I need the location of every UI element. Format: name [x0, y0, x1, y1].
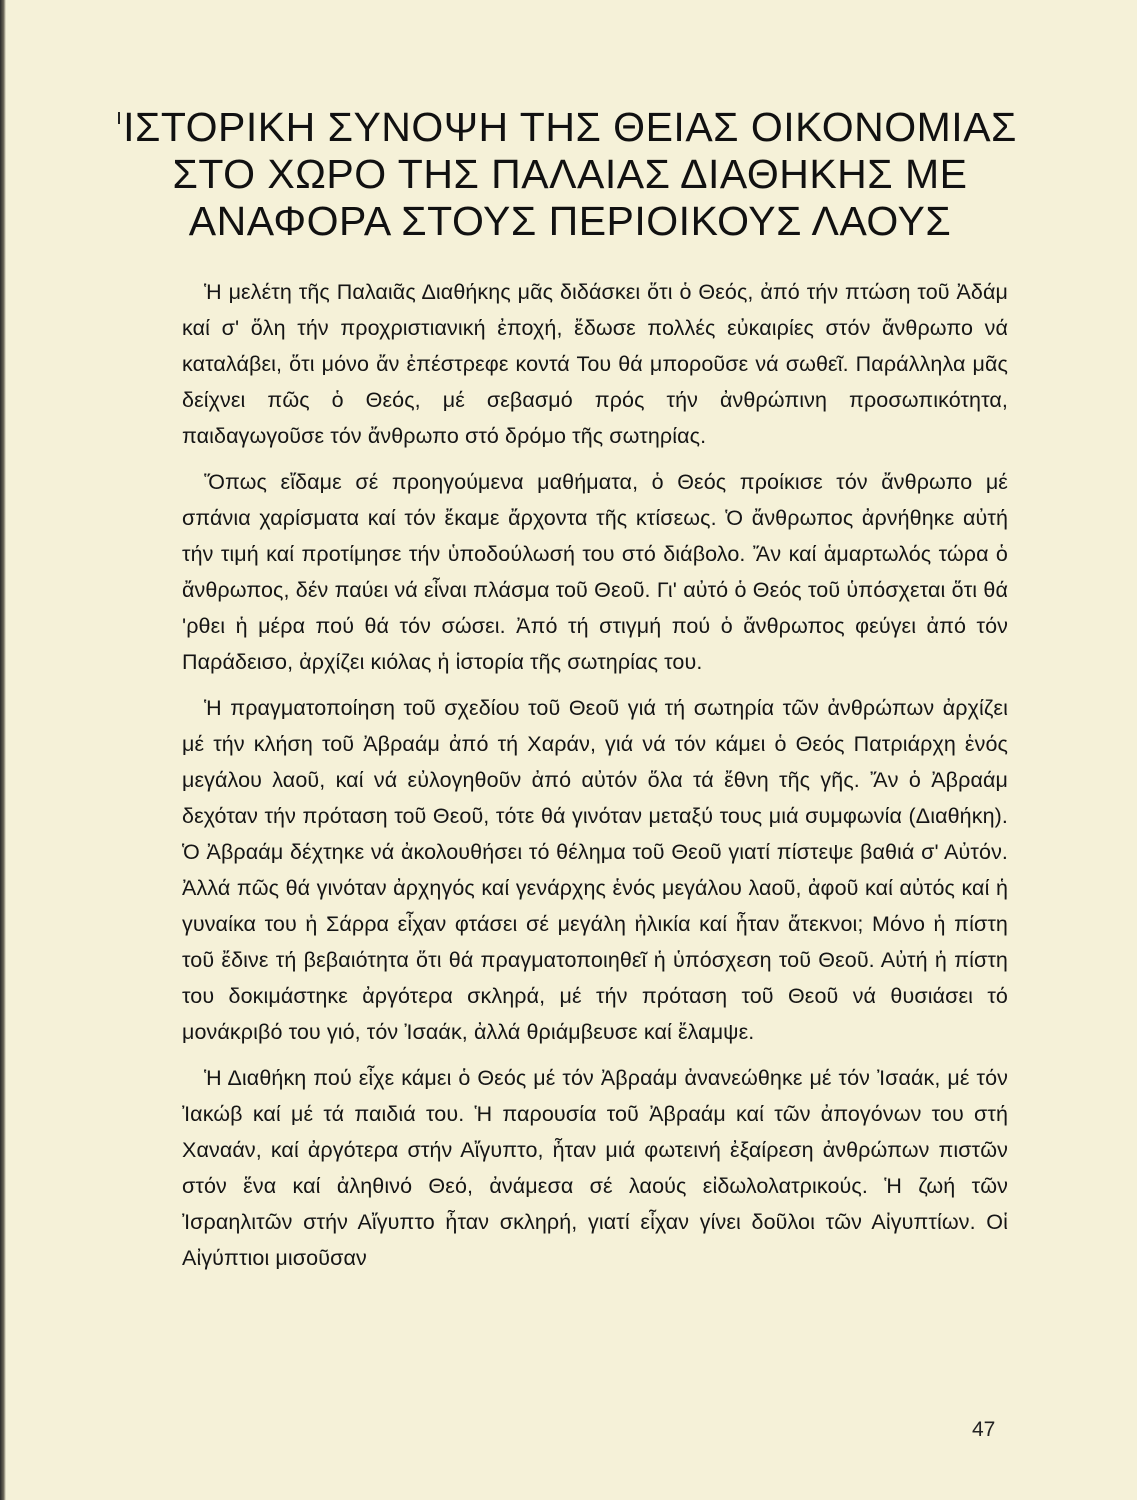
title-line-3: ΑΝΑΦΟΡΑ ΣΤΟΥΣ ΠΕΡΙΟΙΚΟΥΣ ΛΑΟΥΣ — [188, 198, 952, 244]
paragraph-2: Ὅπως εἴδαμε σέ προηγούμενα μαθήματα, ὁ Θεός προίκισε τόν ἄνθρωπο μέ σπάνια χαρίσματα καί τόν ἔκαμε ἄρχοντα τῆς κτίσεως. Ὁ ἄνθρωπος ἀρνήθηκε αὐτή τήν τιμή καί προτίμησε τήν ὑποδούλωσή του στό διάβολο. Ἄν καί ἁμαρτωλός τώρα ὁ ἄνθρωπος, δέν παύει νά εἶναι πλάσμα τοῦ Θεοῦ. Γι' αὐτό ὁ Θεός τοῦ ὑπόσχεται ὅτι θά 'ρθει ἡ μέρα πού θά τόν σώσει. Ἀπό τή στιγμή πού ὁ ἄνθρωπος φεύγει ἀπό τόν Παράδεισο, ἀρχίζει κιόλας ἡ ἱστορία τῆς σωτηρίας του. — [182, 470, 1008, 674]
paragraph-4: Ἡ Διαθήκη πού εἶχε κάμει ὁ Θεός μέ τόν Ἀβραάμ ἀνανεώθηκε μέ τόν Ἰσαάκ, μέ τόν Ἰακώβ καί μέ τά παιδιά του. Ἡ παρουσία τοῦ Ἀβραάμ καί τῶν ἀπογόνων του στή Χαναάν, καί ἀργότερα στήν Αἴγυπτο, ἦταν μιά φωτεινή ἐξαίρεση ἀνθρώπων πιστῶν στόν ἕνα καί ἀληθινό Θεό, ἀνάμεσα σέ λαούς εἰδωλολατρικούς. Ἡ ζωή τῶν Ἰσραηλιτῶν στήν Αἴγυπτο ἦταν σκληρή, γιατί εἶχαν γίνει δοῦλοι τῶν Αἰγυπτίων. Οἱ Αἰγύπτιοι μισοῦσαν — [182, 1066, 1008, 1270]
page-number: 47 — [972, 1418, 996, 1441]
page-binding-edge — [0, 0, 6, 1500]
title-line-1: ΙΣΤΟΡΙΚΗ ΣΥΝΟΨΗ ΤΗΣ ΘΕΙΑΣ ΟΙΚΟΝΟΜΙΑΣ — [123, 104, 1017, 150]
paragraph-1: Ἡ μελέτη τῆς Παλαιᾶς Διαθήκης μᾶς διδάσκει ὅτι ὁ Θεός, ἀπό τήν πτώση τοῦ Ἀδάμ καί σ' ὅλη τήν προχριστιανική ἐποχή, ἔδωσε πολλές εὐκαιρίες στόν ἄνθρωπο νά καταλάβει, ὅτι μόνο ἄν ἐπέστρεφε κοντά Του θά μποροῦσε νά σωθεῖ. Παράλληλα μᾶς δείχνει πῶς ὁ Θεός, μέ σεβασμό πρός τήν ἀνθρώπινη προσωπικότητα, παιδαγωγοῦσε τόν ἄνθρωπο στό δρόμο τῆς σωτηρίας. — [182, 280, 1008, 448]
title-line-2: ΣΤΟ ΧΩΡΟ ΤΗΣ ΠΑΛΑΙΑΣ ΔΙΑΘΗΚΗΣ ΜΕ — [172, 151, 968, 197]
body-text — [182, 274, 1008, 1286]
chapter-title — [120, 104, 1020, 245]
paragraph-3: Ἡ πραγματοποίηση τοῦ σχεδίου τοῦ Θεοῦ γιά τή σωτηρία τῶν ἀνθρώπων ἀρχίζει μέ τήν κλήση τοῦ Ἀβραάμ ἀπό τή Χαράν, γιά νά τόν κάμει ὁ Θεός Πατριάρχη ἑνός μεγάλου λαοῦ, καί νά εὐλογηθοῦν ἀπό αὐτόν ὅλα τά ἔθνη τῆς γῆς. Ἄν ὁ Ἀβραάμ δεχόταν τήν πρόταση τοῦ Θεοῦ, τότε θά γινόταν μεταξύ τους μιά συμφωνία (Διαθήκη). Ὁ Ἀβραάμ δέχτηκε νά ἀκολουθήσει τό θέλημα τοῦ Θεοῦ γιατί πίστεψε βαθιά σ' Αὐτόν. Ἀλλά πῶς θά γινόταν ἀρχηγός καί γενάρχης ἑνός μεγάλου λαοῦ, ἀφοῦ καί αὐτός καί ἡ γυναίκα του ἡ Σάρρα εἶχαν φτάσει σέ μεγάλη ἡλικία καί ἦταν ἄτεκνοι; Μόνο ἡ πίστη τοῦ ἔδινε τή βεβαιότητα ὅτι θά πραγματοποιηθεῖ ἡ ὑπόσχεση τοῦ Θεοῦ. Αὐτή ἡ πίστη του δοκιμάστηκε ἀργότερα σκληρά, μέ τήν πρόταση τοῦ Θεοῦ νά θυσιάσει τό μονάκριβό του γιό, τόν Ἰσαάκ, ἀλλά θριάμβευσε καί ἔλαμψε. — [182, 696, 1008, 1044]
